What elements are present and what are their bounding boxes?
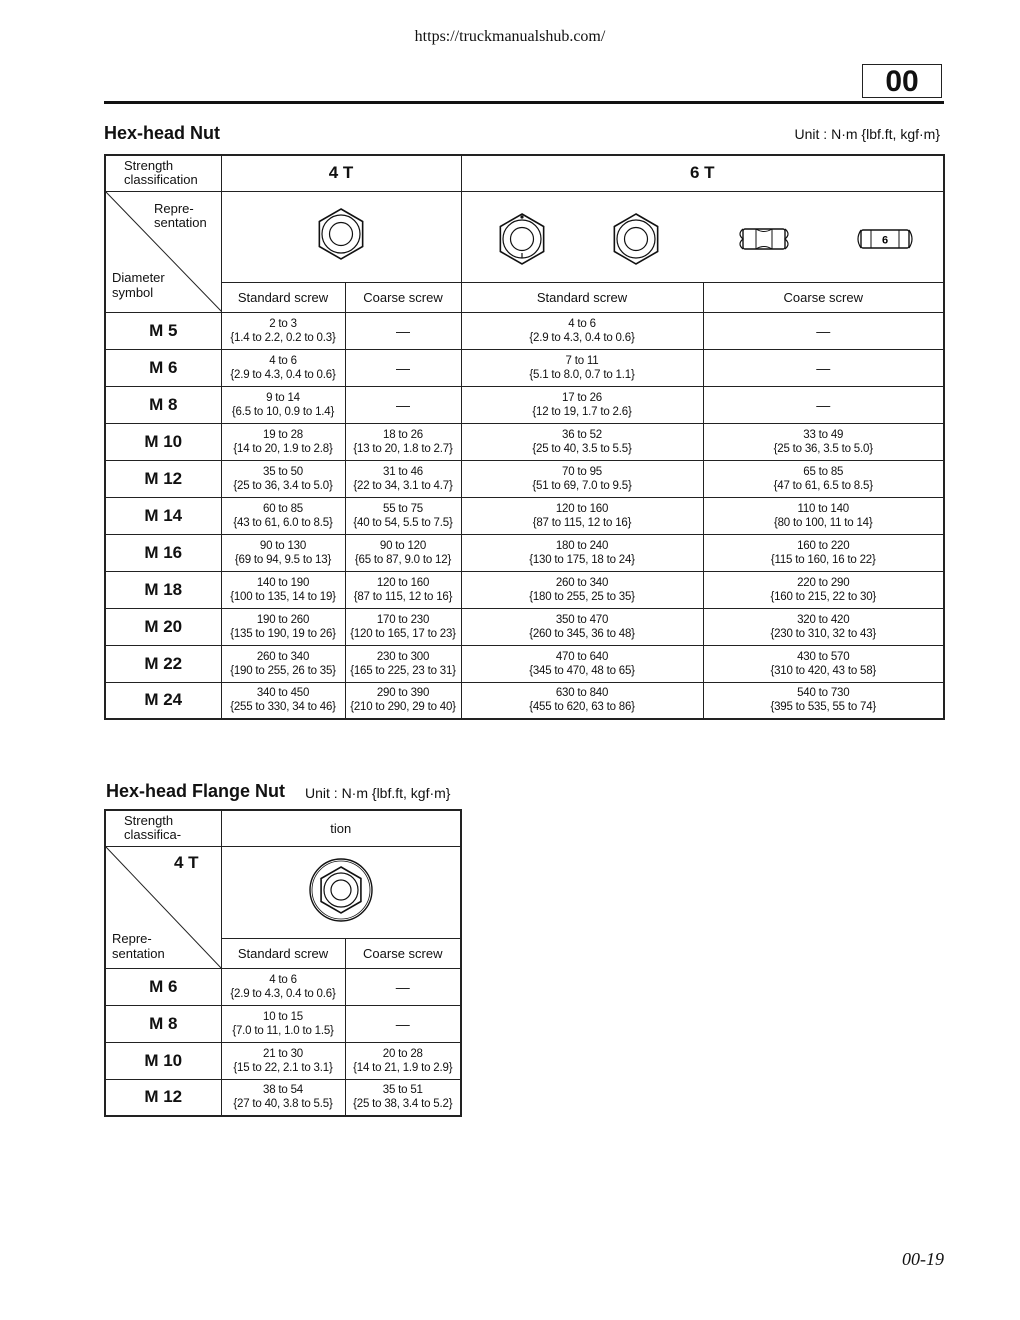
table-row xyxy=(105,386,944,423)
col-6t-coarse: Coarse screw xyxy=(703,282,944,312)
torque-cell-c4s: 90 to 130 {69 to 94, 9.5 to 13} xyxy=(221,534,345,571)
flange-col-standard: Standard screw xyxy=(221,938,345,968)
table-row xyxy=(105,423,944,460)
diameter-cell: M 24 xyxy=(105,682,221,719)
table-row xyxy=(105,534,944,571)
table-row xyxy=(105,1079,461,1116)
torque-cell-c6s: 470 to 640 {345 to 470, 48 to 65} xyxy=(461,645,703,682)
flange-header-diagonal-cell: 4 T Repre- sentation xyxy=(105,846,221,968)
hex-nut-plain-icon xyxy=(311,204,371,264)
torque-cell-c6c: 160 to 220 {115 to 160, 16 to 22} xyxy=(703,534,944,571)
torque-cell-c4s: 190 to 260 {135 to 190, 19 to 26} xyxy=(221,608,345,645)
diameter-cell: M 6 xyxy=(105,968,221,1005)
col-4t-standard: Standard screw xyxy=(221,282,345,312)
torque-cell-c4s: 10 to 15 {7.0 to 11, 1.0 to 1.5} xyxy=(221,1005,345,1042)
diameter-cell: M 20 xyxy=(105,608,221,645)
torque-cell-c4c: 230 to 300 {165 to 225, 23 to 31} xyxy=(345,645,461,682)
hex-nut-marked-icon xyxy=(500,214,543,264)
hex-nut-side-icon xyxy=(740,229,788,249)
flange-strength-tion: tion xyxy=(221,810,461,846)
torque-cell-c6c: 540 to 730 {395 to 535, 55 to 74} xyxy=(703,682,944,719)
torque-cell-c6c: — xyxy=(703,386,944,423)
flange-nut-representation xyxy=(221,846,461,938)
torque-cell-c4s: 140 to 190 {100 to 135, 14 to 19} xyxy=(221,571,345,608)
table-row xyxy=(105,608,944,645)
col-4t-coarse: Coarse screw xyxy=(345,282,461,312)
torque-cell-c6c: — xyxy=(703,312,944,349)
table-row xyxy=(105,682,944,719)
diameter-cell: M 10 xyxy=(105,423,221,460)
diameter-cell: M 14 xyxy=(105,497,221,534)
diameter-cell: M 16 xyxy=(105,534,221,571)
torque-cell-c6s: 120 to 160 {87 to 115, 12 to 16} xyxy=(461,497,703,534)
torque-cell-c6s: 7 to 11 {5.1 to 8.0, 0.7 to 1.1} xyxy=(461,349,703,386)
marking-digit: 6 xyxy=(881,234,888,246)
flange-strength-label: Strength classifica- xyxy=(105,810,221,846)
table-row xyxy=(105,312,944,349)
diameter-cell: M 10 xyxy=(105,1042,221,1079)
torque-cell-c6s: 260 to 340 {180 to 255, 25 to 35} xyxy=(461,571,703,608)
torque-cell-c4c: — xyxy=(345,968,461,1005)
torque-cell-c6s: 36 to 52 {25 to 40, 3.5 to 5.5} xyxy=(461,423,703,460)
nut-6t-representation xyxy=(461,191,944,282)
torque-cell-c6s: 350 to 470 {260 to 345, 36 to 48} xyxy=(461,608,703,645)
table-row xyxy=(105,497,944,534)
torque-cell-c6c: 110 to 140 {80 to 100, 11 to 14} xyxy=(703,497,944,534)
flange-representation-label: Repre- xyxy=(112,930,152,946)
table-row xyxy=(105,460,944,497)
torque-cell-c6c: 320 to 420 {230 to 310, 32 to 43} xyxy=(703,608,944,645)
diameter-cell: M 18 xyxy=(105,571,221,608)
torque-cell-c6c: — xyxy=(703,349,944,386)
flange-nut-table xyxy=(104,809,462,1117)
header-rule xyxy=(104,101,944,104)
header-diagonal-cell: Repre- sentation Diameter symbol xyxy=(105,191,221,312)
torque-cell-c6s: 180 to 240 {130 to 175, 18 to 24} xyxy=(461,534,703,571)
torque-cell-c4s: 9 to 14 {6.5 to 10, 0.9 to 1.4} xyxy=(221,386,345,423)
torque-cell-c4c: 290 to 390 {210 to 290, 29 to 40} xyxy=(345,682,461,719)
flange-nut-unit: Unit : N·m {lbf.ft, kgf·m} xyxy=(305,785,451,801)
torque-cell-c4s: 2 to 3 {1.4 to 2.2, 0.2 to 0.3} xyxy=(221,312,345,349)
torque-cell-c4c: — xyxy=(345,1005,461,1042)
torque-cell-c4s: 21 to 30 {15 to 22, 2.1 to 3.1} xyxy=(221,1042,345,1079)
page-number: 00-19 xyxy=(902,1249,944,1269)
torque-cell-c6c: 220 to 290 {160 to 215, 22 to 30} xyxy=(703,571,944,608)
torque-cell-c4s: 340 to 450 {255 to 330, 34 to 46} xyxy=(221,682,345,719)
table-row xyxy=(105,349,944,386)
torque-cell-c4c: — xyxy=(345,386,461,423)
table-row xyxy=(105,1042,461,1079)
torque-cell-c6s: 4 to 6 {2.9 to 4.3, 0.4 to 0.6} xyxy=(461,312,703,349)
torque-cell-c4c: 55 to 75 {40 to 54, 5.5 to 7.5} xyxy=(345,497,461,534)
hex-nut-title: Hex-head Nut xyxy=(104,123,221,143)
torque-cell-c6s: 630 to 840 {455 to 620, 63 to 86} xyxy=(461,682,703,719)
torque-cell-c4c: — xyxy=(345,312,461,349)
col-6t-standard: Standard screw xyxy=(461,282,703,312)
table-row xyxy=(105,1005,461,1042)
torque-cell-c6s: 17 to 26 {12 to 19, 1.7 to 2.6} xyxy=(461,386,703,423)
table-row xyxy=(105,571,944,608)
torque-cell-c6c: 430 to 570 {310 to 420, 43 to 58} xyxy=(703,645,944,682)
torque-cell-c6c: 33 to 49 {25 to 36, 3.5 to 5.0} xyxy=(703,423,944,460)
torque-cell-c4c: 120 to 160 {87 to 115, 12 to 16} xyxy=(345,571,461,608)
torque-cell-c4s: 4 to 6 {2.9 to 4.3, 0.4 to 0.6} xyxy=(221,349,345,386)
torque-cell-c4s: 4 to 6 {2.9 to 4.3, 0.4 to 0.6} xyxy=(221,968,345,1005)
table-row xyxy=(105,645,944,682)
flange-grade-4t: 4 T xyxy=(173,852,199,872)
table-row xyxy=(105,968,461,1005)
torque-cell-c4c: 90 to 120 {65 to 87, 9.0 to 12} xyxy=(345,534,461,571)
hex-nut-table xyxy=(104,154,945,720)
diameter-cell: M 8 xyxy=(105,1005,221,1042)
diameter-cell: M 6 xyxy=(105,349,221,386)
nut-6t-icons xyxy=(462,192,942,282)
nut-4t-representation xyxy=(221,191,461,282)
torque-cell-c4c: 35 to 51 {25 to 38, 3.4 to 5.2} xyxy=(345,1079,461,1116)
diameter-symbol-label: Diameter xyxy=(112,269,165,285)
representation-label: Repre- xyxy=(154,200,194,216)
diameter-cell: M 8 xyxy=(105,386,221,423)
strength-classification-label: Strength classification xyxy=(105,155,221,191)
source-url[interactable]: https://truckmanualshub.com/ xyxy=(414,28,606,45)
torque-cell-c4s: 60 to 85 {43 to 61, 6.0 to 8.5} xyxy=(221,497,345,534)
torque-cell-c4s: 19 to 28 {14 to 20, 1.9 to 2.8} xyxy=(221,423,345,460)
flange-col-coarse: Coarse screw xyxy=(345,938,461,968)
grade-6t-header: 6 T xyxy=(461,155,944,191)
torque-cell-c4c: 20 to 28 {14 to 21, 1.9 to 2.9} xyxy=(345,1042,461,1079)
flange-nut-icon xyxy=(306,855,376,925)
torque-cell-c6c: 65 to 85 {47 to 61, 6.5 to 8.5} xyxy=(703,460,944,497)
torque-cell-c4c: 31 to 46 {22 to 34, 3.1 to 4.7} xyxy=(345,460,461,497)
torque-cell-c4c: 170 to 230 {120 to 165, 17 to 23} xyxy=(345,608,461,645)
hex-nut-side-marked-icon xyxy=(858,230,912,248)
torque-cell-c4c: — xyxy=(345,349,461,386)
torque-cell-c4s: 260 to 340 {190 to 255, 26 to 35} xyxy=(221,645,345,682)
hex-nut-thick-icon xyxy=(614,214,657,264)
torque-cell-c4s: 38 to 54 {27 to 40, 3.8 to 5.5} xyxy=(221,1079,345,1116)
diameter-cell: M 5 xyxy=(105,312,221,349)
flange-nut-title: Hex-head Flange Nut xyxy=(106,781,286,801)
diameter-cell: M 22 xyxy=(105,645,221,682)
torque-cell-c4c: 18 to 26 {13 to 20, 1.8 to 2.7} xyxy=(345,423,461,460)
diameter-cell: M 12 xyxy=(105,460,221,497)
diameter-cell: M 12 xyxy=(105,1079,221,1116)
torque-cell-c4s: 35 to 50 {25 to 36, 3.4 to 5.0} xyxy=(221,460,345,497)
hex-nut-unit: Unit : N·m {lbf.ft, kgf·m} xyxy=(794,126,940,142)
torque-cell-c6s: 70 to 95 {51 to 69, 7.0 to 9.5} xyxy=(461,460,703,497)
grade-4t-header: 4 T xyxy=(221,155,461,191)
section-number: 00 xyxy=(862,64,942,98)
